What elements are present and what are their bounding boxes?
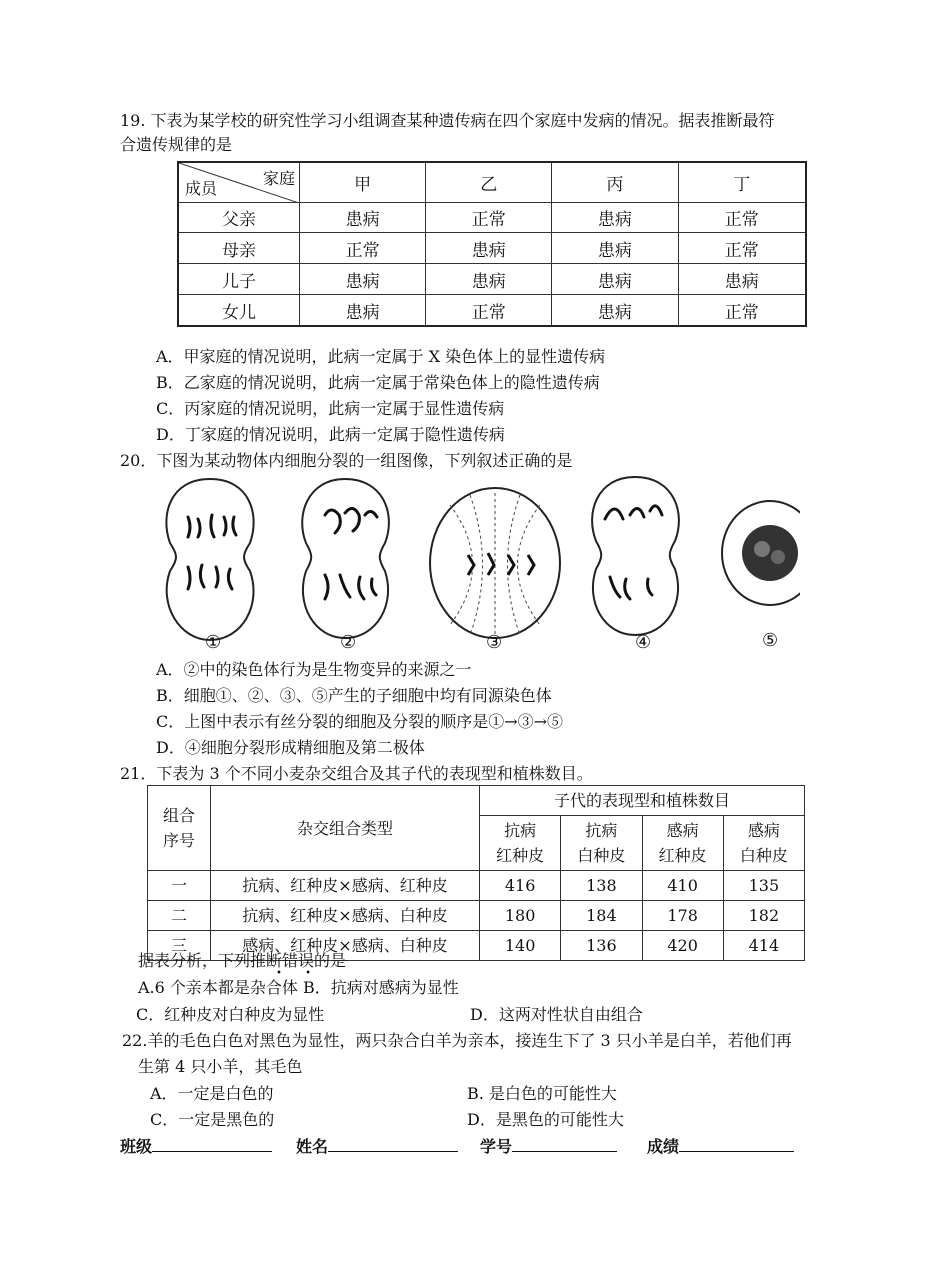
count-cell: 138	[561, 871, 642, 901]
cross-cell: 抗病、红种皮×感病、白种皮	[211, 901, 480, 931]
status-cell: 正常	[678, 233, 806, 264]
family-header: 丁	[678, 162, 806, 202]
id-label: 学号	[480, 1137, 513, 1156]
status-cell: 患病	[300, 295, 426, 326]
phenotype-l1: 抗病	[504, 821, 537, 840]
row-id: 一	[148, 871, 211, 901]
q19-stem-line1: 19. 下表为某学校的研究性学习小组调查某种遗传病在四个家庭中发病的情况。据表推断最符	[120, 111, 775, 130]
count-cell: 414	[723, 931, 804, 961]
member-cell: 女儿	[178, 295, 300, 326]
figure-label-2: ②	[340, 632, 357, 653]
count-cell: 182	[723, 901, 804, 931]
figure-label-4: ④	[635, 632, 652, 653]
phenotype-l1: 感病	[747, 821, 780, 840]
header-group-cell	[148, 786, 211, 871]
count-cell: 420	[642, 931, 723, 961]
status-cell: 患病	[552, 264, 678, 295]
table-row	[178, 233, 806, 264]
header-group-line2: 序号	[162, 831, 195, 850]
table-row	[148, 871, 805, 901]
status-cell: 正常	[678, 295, 806, 326]
status-cell: 患病	[300, 264, 426, 295]
status-cell: 正常	[678, 202, 806, 233]
cell-4-outline	[592, 477, 679, 635]
table-row	[178, 202, 806, 233]
count-cell: 410	[642, 871, 723, 901]
emphasis-dots: • •	[276, 968, 321, 979]
q20-stem: 20．下图为某动物体内细胞分裂的一组图像，下列叙述正确的是	[120, 451, 573, 470]
q19-option-a: A．甲家庭的情况说明，此病一定属于 X 染色体上的显性遗传病	[156, 347, 606, 366]
q22-option-b: B. 是白色的可能性大	[467, 1084, 617, 1103]
footer-id	[480, 1134, 617, 1157]
q22-option-d: D．是黑色的可能性大	[467, 1110, 624, 1129]
name-label: 姓名	[296, 1137, 329, 1156]
status-cell: 正常	[426, 295, 552, 326]
family-header: 乙	[426, 162, 552, 202]
phenotype-header	[561, 816, 642, 871]
status-cell: 正常	[300, 233, 426, 264]
count-cell: 416	[480, 871, 561, 901]
footer-score	[647, 1134, 794, 1157]
status-cell: 患病	[552, 295, 678, 326]
cell-2-outline	[302, 479, 389, 638]
status-cell: 患病	[552, 233, 678, 264]
figure-label-3: ③	[486, 632, 503, 653]
q19-stem-line2: 合遗传规律的是	[120, 135, 233, 154]
q22-stem-line1: 22.羊的毛色白色对黑色为显性，两只杂合白羊为亲本，接连生下了 3 只小羊是白羊，若他们再	[122, 1031, 792, 1050]
phenotype-l2: 白种皮	[577, 846, 626, 865]
header-family-label: 家庭	[262, 169, 295, 188]
count-cell: 180	[480, 901, 561, 931]
family-header: 甲	[300, 162, 426, 202]
count-cell: 136	[561, 931, 642, 961]
count-cell: 184	[561, 901, 642, 931]
table-row	[148, 901, 805, 931]
status-cell: 患病	[552, 202, 678, 233]
figure-label-5: ⑤	[762, 630, 779, 651]
q21-lead: 据表分析，下列推断错误的是	[138, 951, 347, 970]
header-cross: 杂交组合类型	[211, 786, 480, 871]
q21-option-ab: A.6 个亲本都是杂合体 B．抗病对感病为显性	[138, 978, 459, 997]
q19-table	[177, 161, 807, 327]
q20-option-a: A．②中的染色体行为是生物变异的来源之一	[156, 660, 472, 679]
q21-table	[147, 785, 805, 961]
row-id: 三	[148, 931, 211, 961]
phenotype-l1: 感病	[666, 821, 699, 840]
status-cell: 患病	[426, 264, 552, 295]
status-cell: 正常	[426, 202, 552, 233]
q21-option-d: D．这两对性状自由组合	[470, 1005, 643, 1024]
status-cell: 患病	[300, 202, 426, 233]
phenotype-header	[480, 816, 561, 871]
score-label: 成绩	[647, 1137, 680, 1156]
phenotype-l2: 红种皮	[496, 846, 545, 865]
cross-cell: 抗病、红种皮×感病、红种皮	[211, 871, 480, 901]
family-header: 丙	[552, 162, 678, 202]
footer-name	[296, 1134, 458, 1157]
count-cell: 135	[723, 871, 804, 901]
q20-option-c: C．上图中表示有丝分裂的细胞及分裂的顺序是①→③→⑤	[156, 712, 564, 731]
q20-option-d: D．④细胞分裂形成精细胞及第二极体	[156, 738, 425, 757]
q19-option-d: D．丁家庭的情况说明，此病一定属于隐性遗传病	[156, 425, 505, 444]
figure-label-1: ①	[205, 632, 222, 653]
phenotype-l2: 红种皮	[658, 846, 707, 865]
table-row	[178, 264, 806, 295]
q19-option-b: B．乙家庭的情况说明，此病一定属于常染色体上的隐性遗传病	[156, 373, 600, 392]
header-group-line1: 组合	[162, 806, 195, 825]
status-cell: 患病	[426, 233, 552, 264]
phenotype-l1: 抗病	[585, 821, 618, 840]
phenotype-header	[642, 816, 723, 871]
member-cell: 母亲	[178, 233, 300, 264]
header-member-label: 成员	[185, 178, 218, 198]
status-cell: 患病	[678, 264, 806, 295]
q20-option-b: B．细胞①、②、③、⑤产生的子细胞中均有同源染色体	[156, 686, 552, 705]
header-offspring: 子代的表现型和植株数目	[480, 786, 805, 816]
table-row	[178, 295, 806, 326]
cell-division-figure	[150, 475, 800, 655]
phenotype-l2: 白种皮	[739, 846, 788, 865]
member-cell: 父亲	[178, 202, 300, 233]
q22-option-a: A．一定是白色的	[150, 1084, 274, 1103]
q19-header-diagonal-cell	[178, 162, 300, 202]
member-cell: 儿子	[178, 264, 300, 295]
q21-option-c: C．红种皮对白种皮为显性	[136, 1005, 325, 1024]
q19-option-c: C．丙家庭的情况说明，此病一定属于显性遗传病	[156, 399, 505, 418]
row-id: 二	[148, 901, 211, 931]
q21-stem: 21．下表为 3 个不同小麦杂交组合及其子代的表现型和植株数目。	[120, 764, 593, 783]
footer-class	[120, 1134, 272, 1157]
cell-1-outline	[166, 479, 253, 640]
phenotype-header	[723, 816, 804, 871]
count-cell: 178	[642, 901, 723, 931]
count-cell: 140	[480, 931, 561, 961]
class-label: 班级	[120, 1137, 153, 1156]
cross-cell: 感病、红种皮×感病、白种皮	[211, 931, 480, 961]
q22-stem-line2: 生第 4 只小羊，其毛色	[138, 1057, 303, 1076]
q22-option-c: C．一定是黑色的	[150, 1110, 275, 1129]
